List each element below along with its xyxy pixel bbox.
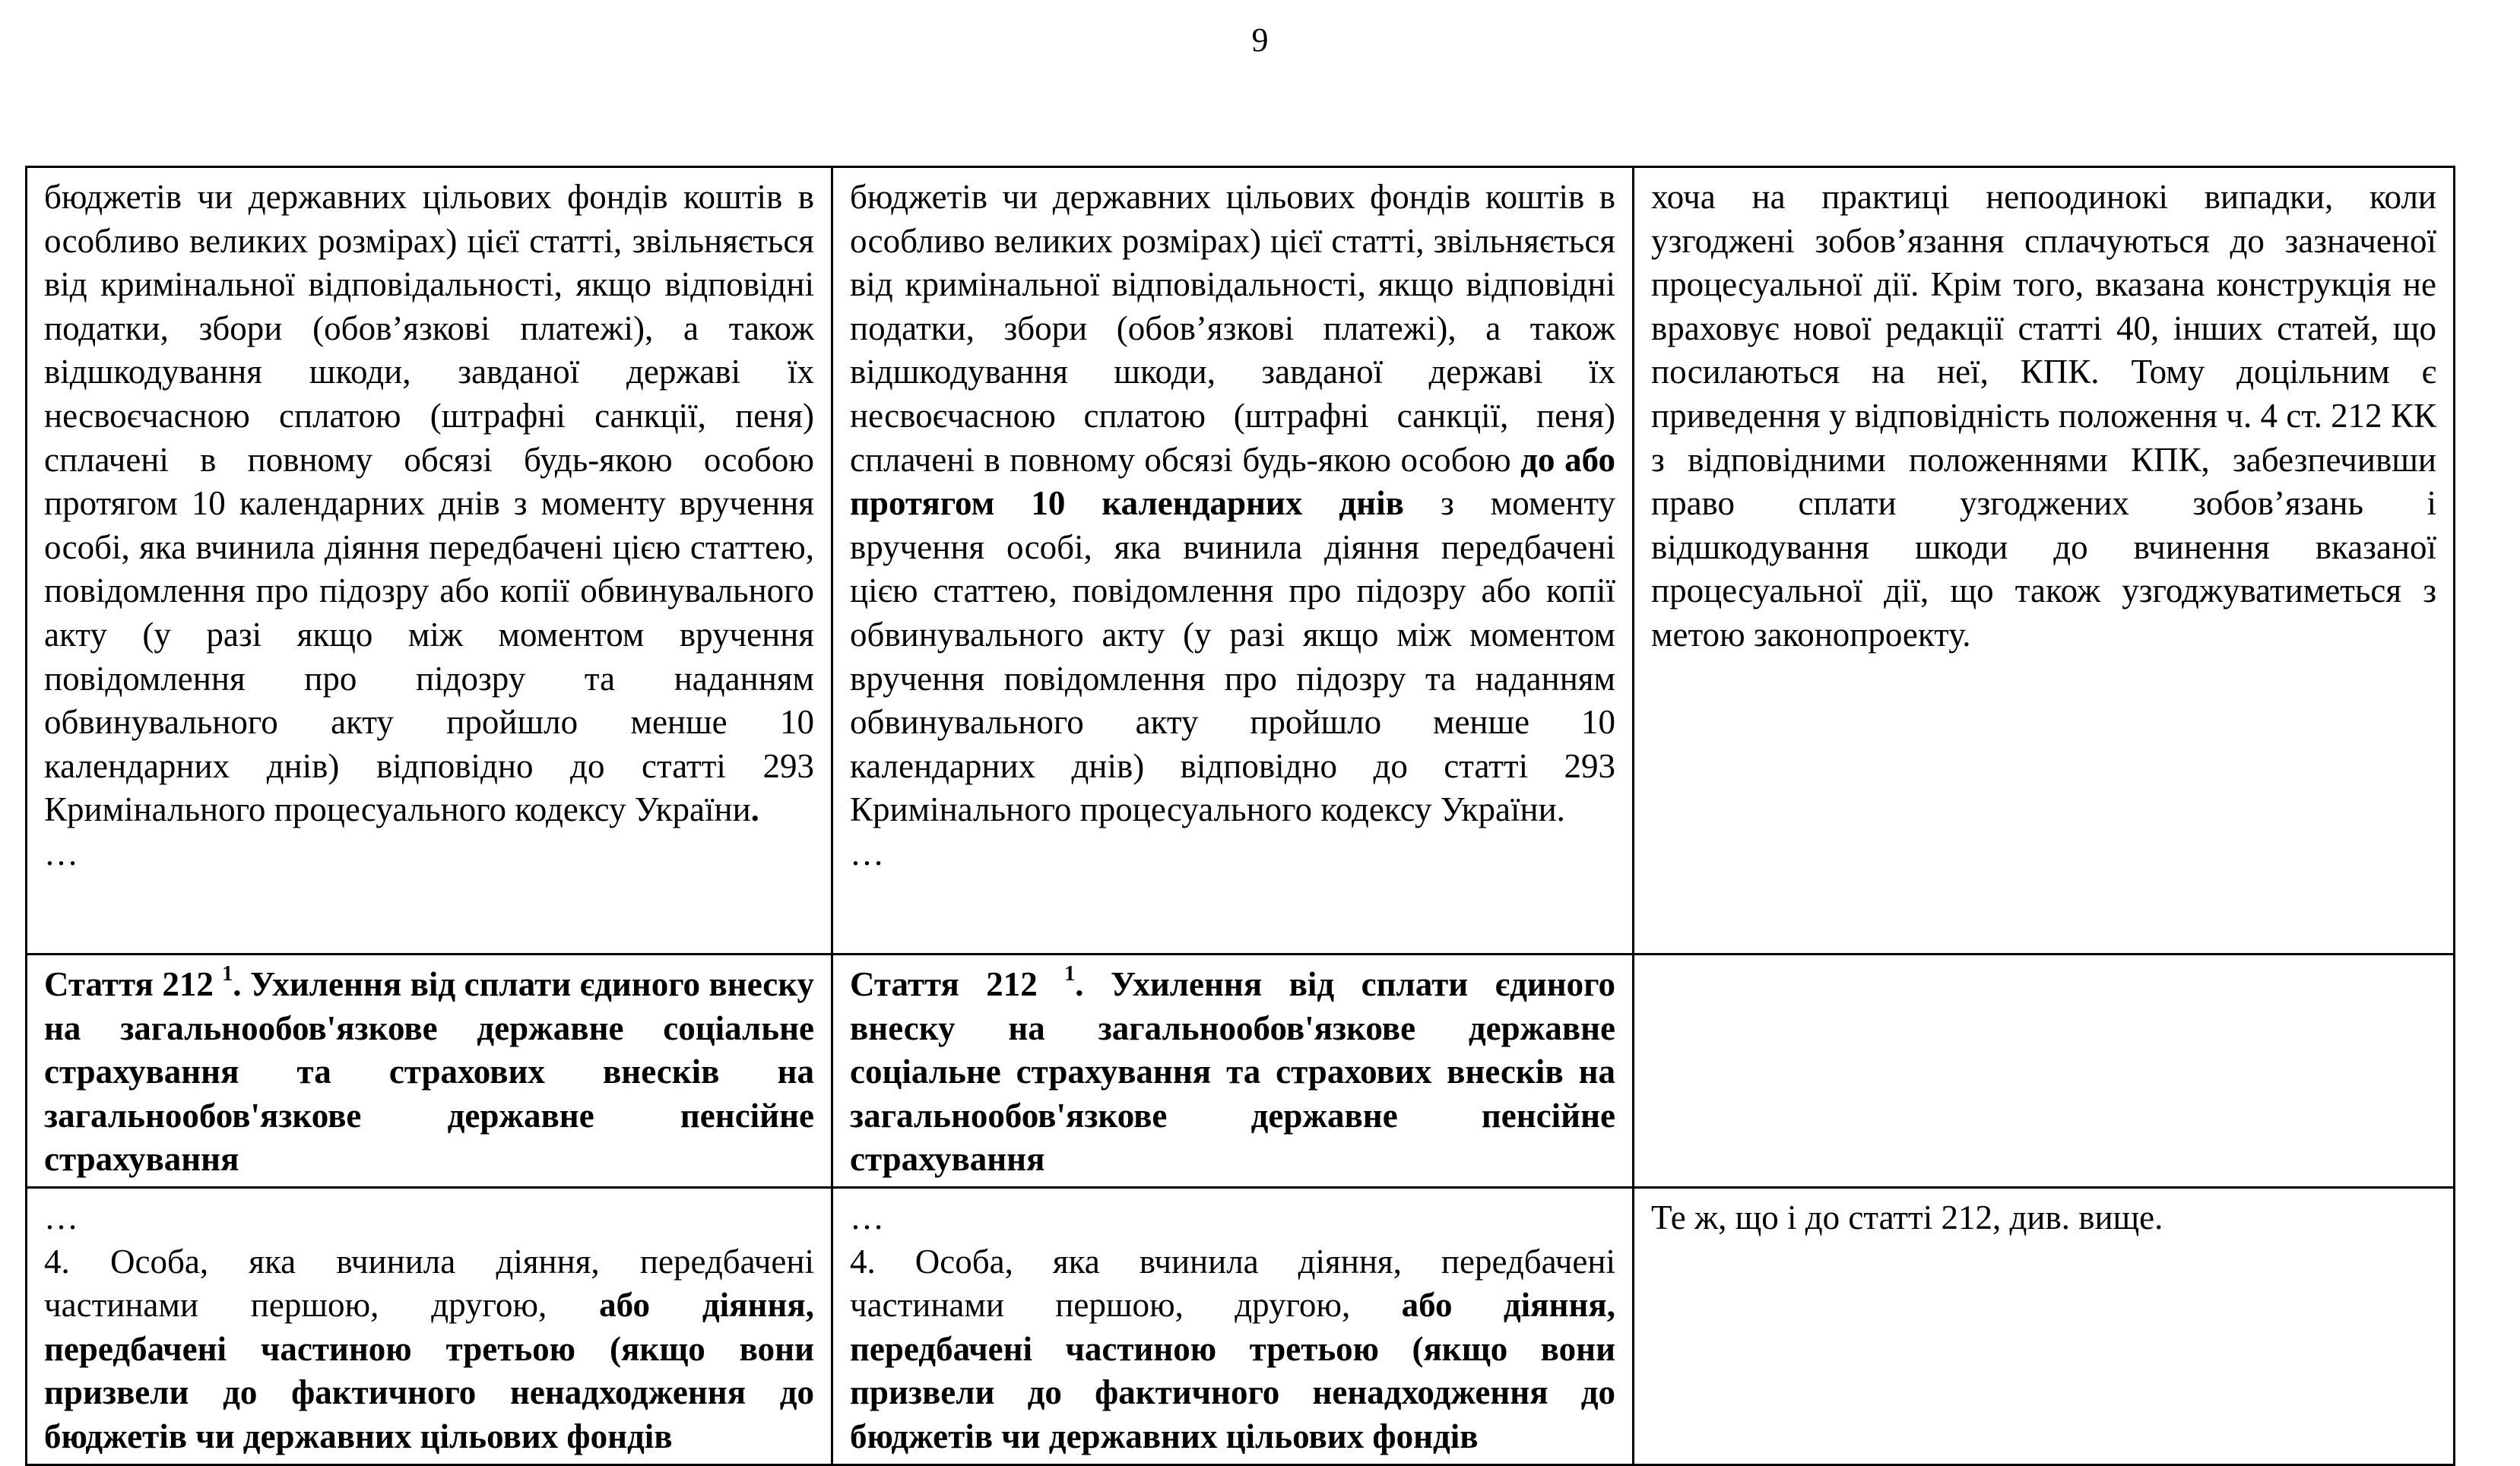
ellipsis: … bbox=[44, 1198, 78, 1236]
proposed-law-cell bbox=[832, 167, 1634, 955]
law-text: 4. Особа, яка вчинила діяння, передбачені частинами першою, другою, bbox=[850, 1242, 1615, 1325]
table-row bbox=[27, 167, 2455, 955]
comment-text: хоча на практиці непоодинокі випадки, коли узгоджені зобов’язання сплачуються до зазначеної процесуальної дії. Крім того, вказана конструкція не враховує нової редакції статті 40, інших статей, що посилаються на неї, КПК. Тому доцільним є приведення у відповідність положення ч. 4 ст. 212 КК з відповідними положеннями КПК, забезпечивши право сплати узгоджених зобов’язань і відшкодування шкоди до вчинення вказаної процесуальної дії, що також узгоджуватиметься з метою законопроекту. bbox=[1651, 178, 2436, 654]
comment-text: Те ж, що і до статті 212, див. вище. bbox=[1651, 1198, 2163, 1236]
article-title bbox=[44, 963, 814, 1182]
ellipsis: … bbox=[850, 1198, 884, 1236]
law-text-bold: до або протягом 10 календарних днів bbox=[850, 440, 1616, 523]
table-row bbox=[27, 955, 2455, 1188]
article-superscript: 1 bbox=[1064, 962, 1076, 986]
article-title-end: . Ухилення від сплати єдиного внеску на загальнообов'язкове державне соціальне страхування та страхових внесків на загальнообов'язкове державне пенсійне страхування bbox=[44, 965, 814, 1179]
law-text: бюджетів чи державних цільових фондів коштів в особливо великих розмірах) цієї статті, звільняється від кримінальної відповідальності, якщо відповідні податки, збори (обов’язкові платежі), а також відшкодування шкоди, завданої державі їх несвоєчасною сплатою (штрафні санкції, пеня) сплачені в повному обсязі будь-якою особою протягом 10 календарних днів з моменту вручення особі, яка вчинила діяння передбачені цією статтею, повідомлення про підозру або копії обвинувального акту (у разі якщо між моментом вручення повідомлення про підозру та наданням обвинувального акту пройшло менше 10 календарних днів) відповідно до статті 293 Кримінального процесуального кодексу України bbox=[44, 178, 814, 829]
proposed-law-cell bbox=[832, 955, 1634, 1188]
law-paragraph bbox=[850, 176, 1615, 832]
comment-cell bbox=[1634, 1187, 2455, 1464]
table-row bbox=[27, 1187, 2455, 1464]
law-paragraph bbox=[44, 1240, 814, 1459]
comparison-table bbox=[25, 166, 2455, 1466]
law-text-bold: або діяння, передбачені частиною третьою (якщо вони призвели до фактичного ненадходження до бюджетів чи державних цільових фондів bbox=[44, 1286, 814, 1455]
article-superscript: 1 bbox=[222, 962, 233, 986]
law-paragraph bbox=[850, 1240, 1615, 1459]
article-title-end: . Ухилення від сплати єдиного внеску на загальнообов'язкове державне соціальне страхування та страхових внесків на загальнообов'язкове державне пенсійне страхування bbox=[850, 965, 1615, 1179]
current-law-cell bbox=[27, 955, 832, 1188]
proposed-law-cell bbox=[832, 1187, 1634, 1464]
comment-cell bbox=[1634, 167, 2455, 955]
current-law-cell bbox=[27, 1187, 832, 1464]
law-text: бюджетів чи державних цільових фондів коштів в особливо великих розмірах) цієї статті, звільняється від кримінальної відповідальності, якщо відповідні податки, збори (обов’язкові платежі), а також відшкодування шкоди, завданої державі їх несвоєчасною сплатою (штрафні санкції, пеня) сплачені в повному обсязі будь-якою особою bbox=[850, 178, 1615, 479]
law-text-end: . bbox=[750, 790, 759, 829]
ellipsis: … bbox=[44, 834, 78, 872]
law-text-bold: або діяння, передбачені частиною третьою (якщо вони призвели до фактичного ненадходження до бюджетів чи державних цільових фондів bbox=[850, 1286, 1615, 1455]
comment-cell bbox=[1634, 955, 2455, 1188]
law-text-end: з моменту вручення особі, яка вчинила діяння передбачені цією статтею, повідомлення про підозру або копії обвинувального акту (у разі якщо між моментом вручення повідомлення про підозру та наданням обвинувального акту пройшло менше 10 календарних днів) відповідно до статті 293 Кримінального процесуального кодексу України. bbox=[850, 484, 1615, 829]
article-title-start: Стаття 212 bbox=[850, 965, 1065, 1003]
current-law-cell bbox=[27, 167, 832, 955]
law-paragraph bbox=[44, 176, 814, 832]
article-title-start: Стаття 212 bbox=[44, 965, 223, 1003]
page-number: 9 bbox=[1251, 21, 1269, 59]
ellipsis: … bbox=[850, 834, 884, 872]
article-title bbox=[850, 963, 1615, 1182]
law-text: 4. Особа, яка вчинила діяння, передбачені частинами першою, другою, bbox=[44, 1242, 814, 1325]
